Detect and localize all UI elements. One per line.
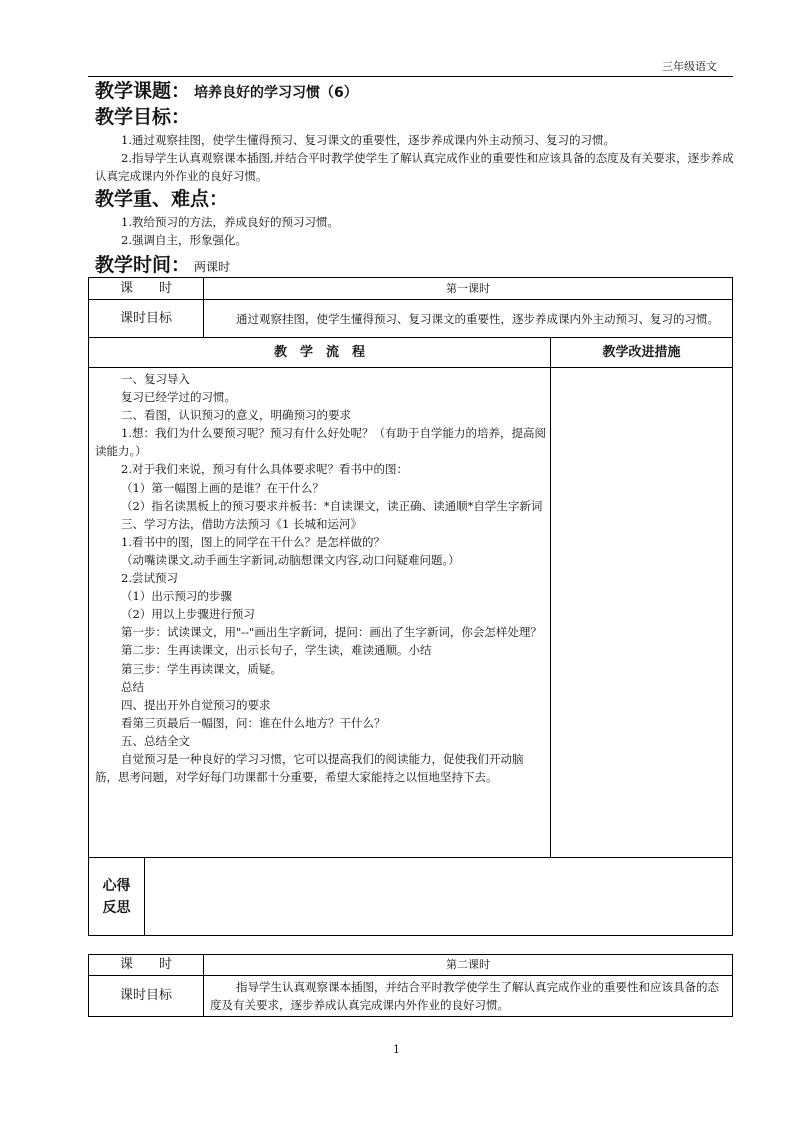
flow-line: 五、总结全文 bbox=[121, 733, 190, 748]
key-point-item: 1.教给预习的方法，养成良好的预习习惯。 bbox=[121, 215, 339, 229]
flow-line: （动嘴读课文,动手画生字新词,动脑想课文内容,动口问疑难问题。） bbox=[121, 552, 460, 567]
flow-line: （1）第一幅图上画的是谁？在干什么？ bbox=[121, 480, 324, 495]
flow-line: 三、学习方法，借助方法预习《1 长城和运河》 bbox=[121, 516, 362, 531]
lesson2-goal-paragraph: 指导学生认真观察课本插图，并结合平时教学使学生了解认真完成作业的重要性和应该具备的态度及有关要求，逐步养成认真完成课内外作业的良好习惯。 bbox=[210, 980, 719, 1012]
reflection-label bbox=[89, 858, 145, 936]
lesson-title-value: 培养良好的学习习惯（6） bbox=[194, 85, 358, 101]
lesson2-goal-text bbox=[204, 976, 733, 1017]
key-points-heading: 教学重、难点： bbox=[95, 188, 229, 210]
teaching-time bbox=[95, 254, 230, 278]
teaching-time-value: 两课时 bbox=[194, 260, 231, 274]
objective-item: 2.指导学生认真观察课本插图,并结合平时教学使学生了解认真完成作业的重要性和应该具备的态度及有关要求，逐步养成认真完成课内外作业的良好习惯。 bbox=[95, 151, 734, 183]
lesson2-period-value: 第二课时 bbox=[204, 955, 733, 976]
objective-item: 1.通过观察挂图，使学生懂得预习、复习课文的重要性，逐步养成课内外主动预习、复习的习惯。 bbox=[121, 133, 615, 147]
flow-line: （2）指名读黑板上的预习要求并板书：*自读课文，读正确、读通顺*自学生字新词 bbox=[121, 498, 543, 513]
teaching-time-label: 教学时间： bbox=[95, 254, 191, 276]
flow-line: 1.看书中的图，图上的同学在干什么？是怎样做的？ bbox=[121, 534, 385, 549]
page-number: 1 bbox=[393, 1043, 400, 1056]
flow-line: 2.对于我们来说，预习有什么具体要求呢？看书中的图： bbox=[121, 462, 408, 477]
objectives-list bbox=[95, 131, 735, 185]
lesson1-goal-paragraph: 通过观察挂图，使学生懂得预习、复习课文的重要性，逐步养成课内外主动预习、复习的习惯。 bbox=[236, 311, 719, 326]
flow-line: 二、看图，认识预习的意义，明确预习的要求 bbox=[121, 408, 351, 423]
lesson-title bbox=[95, 80, 358, 104]
flow-line: 第一步：试读课文，用"--"画出生字新词，提问：画出了生字新词，你会怎样处理？ bbox=[121, 625, 542, 640]
reflection-label-line1: 心得 bbox=[102, 877, 131, 894]
lesson1-goal-label: 课时目标 bbox=[89, 300, 204, 338]
objectives-heading: 教学目标： bbox=[95, 106, 191, 128]
flow-line: 看第三页最后一幅图，问：谁在什么地方？干什么？ bbox=[121, 715, 386, 730]
key-points-list bbox=[95, 213, 735, 249]
flow-line: 第三步：学生再读课文，质疑。 bbox=[121, 661, 282, 676]
flow-line: 一、复习导入 bbox=[121, 372, 190, 386]
lesson1-period-label: 课 时 bbox=[89, 278, 204, 300]
flow-line: 2.尝试预习 bbox=[121, 571, 178, 586]
flow-line: 四、提出开外自觉预习的要求 bbox=[121, 697, 271, 712]
header-rule bbox=[88, 76, 733, 77]
flow-content bbox=[89, 368, 551, 858]
flow-line: 1.想：我们为什么要预习呢？预习有什么好处呢？（有助于自学能力的培养，提高阅读能力。） bbox=[95, 426, 546, 459]
lesson1-goal-text bbox=[204, 300, 733, 338]
flow-line: （1）出示预习的步骤 bbox=[121, 589, 232, 604]
lesson-title-label: 教学课题： bbox=[95, 80, 191, 102]
flow-line: 总结 bbox=[121, 679, 144, 694]
lesson1-table bbox=[88, 277, 733, 858]
improve-content bbox=[551, 368, 733, 858]
flow-header: 教 学 流 程 bbox=[89, 338, 551, 368]
lesson2-table bbox=[88, 954, 733, 1017]
reflection-label-line2: 反思 bbox=[102, 899, 131, 916]
key-point-item: 2.强调自主，形象强化。 bbox=[121, 233, 247, 247]
lesson1-period-value: 第一课时 bbox=[204, 278, 733, 300]
flow-line: 自觉预习是一种良好的学习习惯，它可以提高我们的阅读能力，促使我们开动脑筋，思考问题，对学好每门功课都十分重要，希望大家能持之以恒地坚持下去。 bbox=[95, 751, 524, 785]
lesson2-period-label: 课 时 bbox=[89, 955, 204, 976]
reflection-table bbox=[88, 857, 733, 936]
improve-header: 教学改进措施 bbox=[551, 338, 733, 368]
lesson2-goal-label: 课时目标 bbox=[89, 976, 204, 1017]
flow-line: 第二步：生再读课文，出示长句子，学生读，难读通顺。小结 bbox=[121, 643, 432, 658]
reflection-content bbox=[145, 858, 733, 936]
flow-line: 复习已经学过的习惯。 bbox=[121, 390, 236, 405]
flow-line: （2）用以上步骤进行预习 bbox=[121, 607, 255, 622]
grade-header: 三年级语文 bbox=[662, 60, 717, 73]
